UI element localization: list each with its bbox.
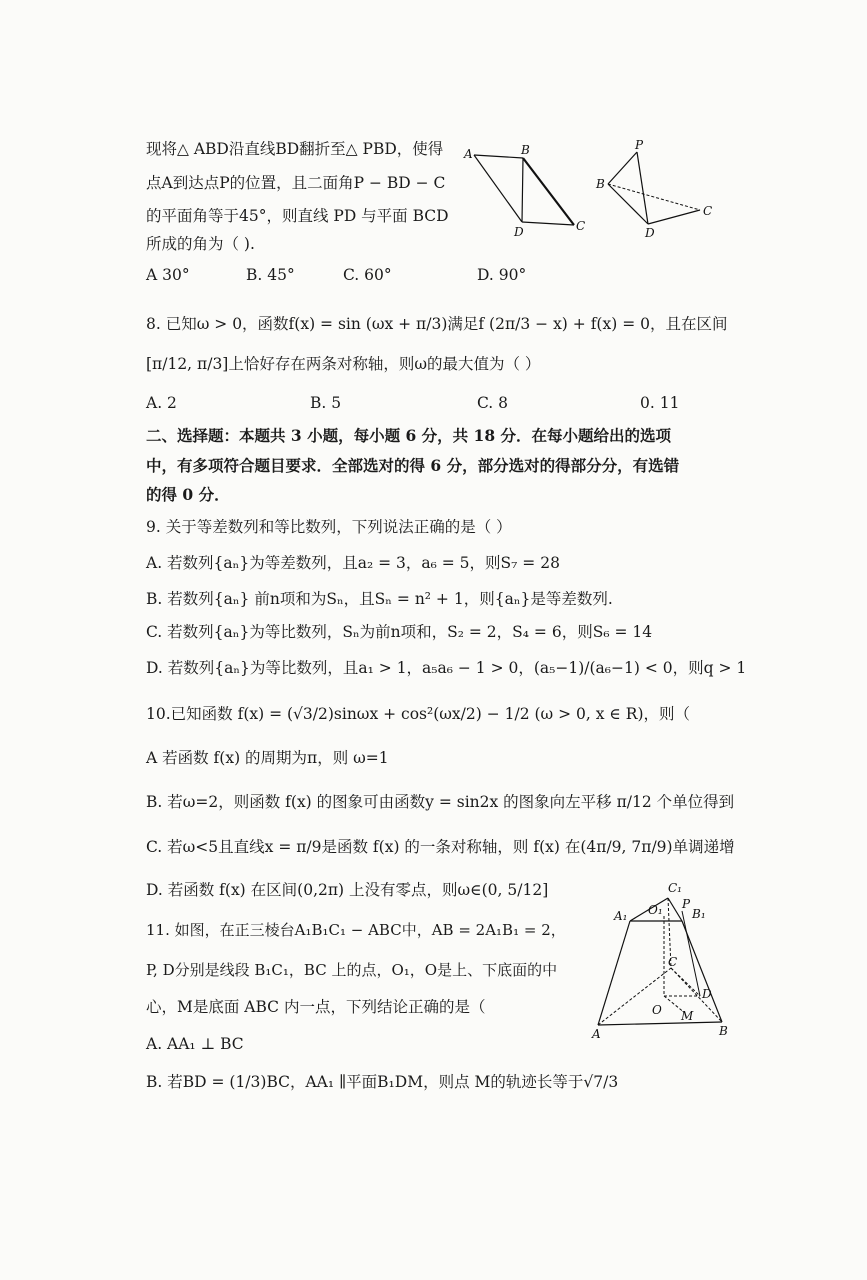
section2-line-1: 二、选择题：本题共 3 小题，每小题 6 分，共 18 分．在每小题给出的选项 — [146, 426, 672, 445]
q7-line-1: 现将△ ABD沿直线BD翻折至△ PBD，使得 — [146, 140, 444, 158]
fig2-label-p: P — [635, 138, 644, 152]
q9-option-c: C. 若数列{aₙ}为等比数列，Sₙ为前n项和，S₂ = 2，S₄ = 6，则S₆ = 14 — [146, 623, 653, 641]
q10-option-b: B. 若ω=2，则函数 f(x) 的图象可由函数y = sin2x 的图象向左平移 π/12 个单位得到 — [146, 793, 735, 811]
q7-option-b: B. 45° — [246, 266, 295, 284]
q10-option-c: C. 若ω<5且直线x = π/9是函数 f(x) 的一条对称轴，则 f(x) 在(4π/9, 7π/9)单调递增 — [146, 838, 735, 856]
q7-figure-triangle-abd — [460, 140, 590, 240]
q9-option-b: B. 若数列{aₙ} 前n项和为Sₙ，且Sₙ = n² + 1，则{aₙ}是等差数列. — [146, 590, 613, 608]
q7-figure-pyramid-pbcd — [590, 140, 730, 240]
fig2-label-b: B — [596, 177, 605, 191]
q9-stem: 9. 关于等差数列和等比数列，下列说法正确的是（ ） — [146, 518, 512, 536]
q8-option-b: B. 5 — [310, 394, 342, 412]
q10-option-d: D. 若函数 f(x) 在区间(0,2π) 上没有零点，则ω∈(0, 5/12] — [146, 881, 549, 899]
q7-line-2: 点A到达点P的位置，且二面角P − BD − C — [146, 174, 446, 192]
q10-option-a: A 若函数 f(x) 的周期为π，则 ω=1 — [146, 749, 389, 767]
q7-line-3: 的平面角等于45°，则直线 PD 与平面 BCD — [146, 207, 449, 225]
q7-option-c: C. 60° — [343, 266, 392, 284]
q8-option-c: C. 8 — [477, 394, 509, 412]
q11-figure-frustum — [588, 878, 738, 1048]
fig3-label-m: M — [681, 1009, 694, 1023]
fig1-label-b: B — [521, 143, 530, 157]
fig3-label-o1: O₁ — [648, 903, 663, 917]
fig3-label-a: A — [592, 1027, 601, 1041]
fig3-label-c1: C₁ — [668, 881, 682, 895]
fig1-label-a: A — [464, 147, 473, 161]
q8-option-a: A. 2 — [146, 394, 177, 412]
fig2-label-c: C — [703, 204, 713, 218]
fig1-label-d: D — [514, 225, 524, 239]
q10-stem: 10.已知函数 f(x) = (√3/2)sinωx + cos²(ωx/2) − 1/2 (ω > 0, x ∈ R)，则（ — [146, 705, 691, 723]
fig3-label-o: O — [652, 1003, 662, 1017]
q8-line-1: 8. 已知ω > 0，函数f(x) = sin (ωx + π/3)满足f (2π/3 − x) + f(x) = 0，且在区间 — [146, 315, 728, 333]
q9-option-d: D. 若数列{aₙ}为等比数列，且a₁ > 1，a₅a₆ − 1 > 0，(a₅−1)/(a₆−1) < 0，则q > 1 — [146, 659, 747, 677]
q11-option-a: A. AA₁ ⊥ BC — [146, 1035, 244, 1053]
fig3-label-a1: A₁ — [614, 909, 628, 923]
q8-option-d: 0. 11 — [640, 394, 680, 412]
fig3-label-d: D — [702, 987, 712, 1001]
fig1-label-c: C — [576, 219, 586, 233]
q11-line-2: P, D分别是线段 B₁C₁，BC 上的点，O₁，O是上、下底面的中 — [146, 961, 558, 979]
fig3-label-c: C — [668, 955, 678, 969]
q7-line-4: 所成的角为（ ). — [146, 235, 255, 253]
q9-option-a: A. 若数列{aₙ}为等差数列，且a₂ = 3，a₆ = 5，则S₇ = 28 — [146, 554, 560, 572]
q11-line-3: 心，M是底面 ABC 内一点，下列结论正确的是（ — [146, 998, 486, 1016]
q11-line-1: 11. 如图，在正三棱台A₁B₁C₁ − ABC中，AB = 2A₁B₁ = 2， — [146, 921, 566, 939]
q7-option-a: A 30° — [146, 266, 190, 284]
fig3-label-p: P — [682, 897, 691, 911]
q11-option-b: B. 若BD = (1/3)BC，AA₁ ∥平面B₁DM，则点 M的轨迹长等于√7/3 — [146, 1073, 619, 1091]
fig3-label-b1: B₁ — [692, 907, 706, 921]
fig2-label-d: D — [645, 226, 655, 240]
q8-line-2: [π/12, π/3]上恰好存在两条对称轴，则ω的最大值为（ ） — [146, 355, 541, 373]
q7-option-d: D. 90° — [477, 266, 527, 284]
section2-line-3: 的得 0 分． — [146, 485, 230, 504]
section2-line-2: 中，有多项符合题目要求．全部选对的得 6 分，部分选对的得部分分，有选错 — [146, 456, 680, 475]
fig3-label-b: B — [719, 1024, 728, 1038]
